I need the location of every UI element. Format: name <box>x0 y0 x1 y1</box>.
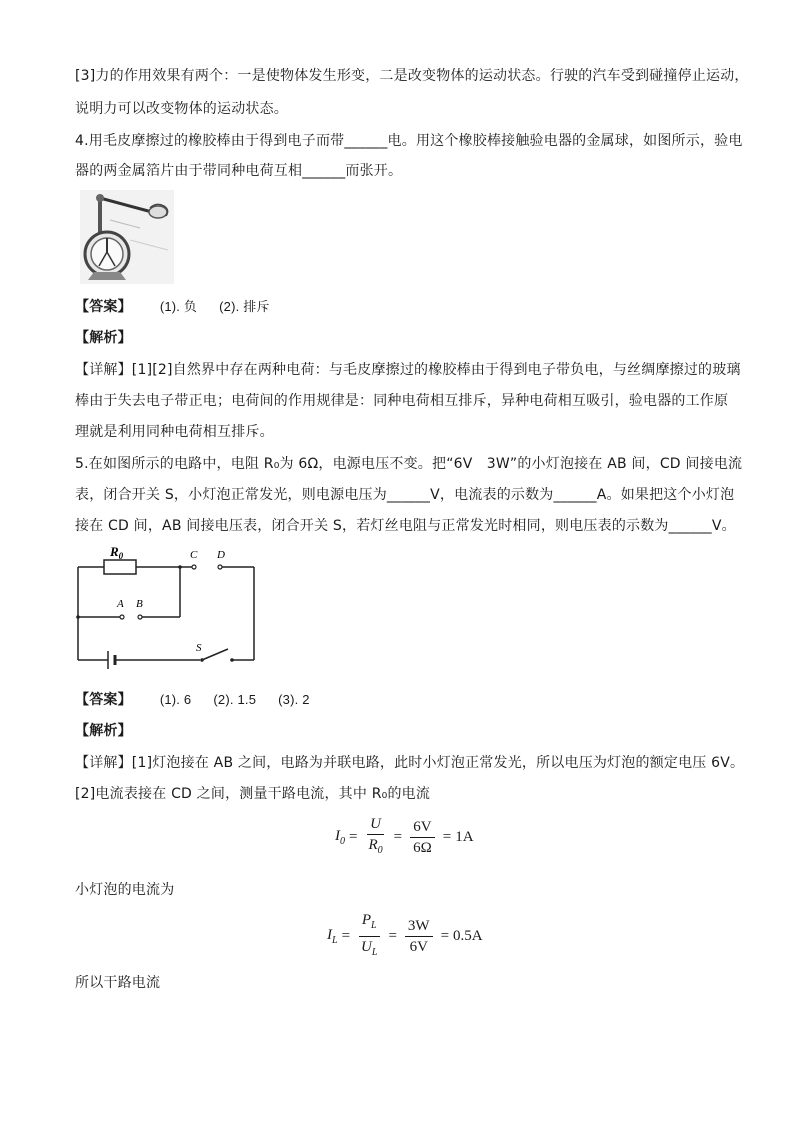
answer-1: (1). 负 <box>159 299 198 314</box>
terminal-d-label: D <box>217 549 225 561</box>
formula-result: 0.5A <box>453 928 483 944</box>
formula-result: 1A <box>455 829 474 845</box>
fraction-numeric: $\frac{6V}{6\Omega}$ <box>410 818 435 857</box>
terminal-c-label: C <box>190 549 198 561</box>
formula-lhs: $I_L$ <box>327 927 338 946</box>
resistor-r0 <box>104 560 136 574</box>
answer-tag: 【答案】 <box>75 692 132 708</box>
answer-row-q4 <box>75 297 725 317</box>
terminal-b-label: B <box>136 598 143 610</box>
analysis-tag: 【解析】 <box>75 723 132 739</box>
answer-1: (1). 6 <box>159 692 192 707</box>
formula-il: $I_L$ = $\frac{P_L}{U_L}$ = $\frac{3W}{6V}$ = 0.5A <box>327 911 483 962</box>
explanation-line: 小灯泡的电流为 <box>75 882 175 898</box>
question-5-line-2: 表，闭合开关 S，小灯泡正常发光，则电源电压为______V，电流表的示数为______A。如果把这个小灯泡 <box>75 487 735 503</box>
fraction-symbolic: $\frac{U}{R_0}$ <box>368 816 383 856</box>
detail-line: 理就是利用同种电荷相互排斥。 <box>75 424 274 440</box>
text-line: 说明力可以改变物体的运动状态。 <box>75 101 288 117</box>
resistor-label-sub: 0 <box>118 551 124 561</box>
fraction-numeric: $\frac{3W}{6V}$ <box>405 917 433 956</box>
detail-line: 棒由于失去电子带正电；电荷间的作用规律是：同种电荷相互排斥，异种电荷相互吸引，验电器的工作原 <box>75 393 729 409</box>
formula-lhs: $I_0$ <box>335 828 345 847</box>
question-5-line-3: 接在 CD 间，AB 间接电压表，闭合开关 S，若灯丝电阻与正常发光时相同，则电压表的示数为______V。 <box>75 518 736 534</box>
analysis-tag: 【解析】 <box>75 330 132 346</box>
switch-s <box>202 649 228 660</box>
svg-text:R0 <box>109 545 124 561</box>
terminal-a-label: A <box>117 598 124 610</box>
answer-3: (3). 2 <box>278 692 310 707</box>
question-5-line-1: 5.在如图所示的电路中，电阻 R₀为 6Ω，电源电压不变。把“6V 3W”的小灯泡接在 AB 间，CD 间接电流 <box>75 456 743 472</box>
resistor-label: R <box>110 545 119 559</box>
explanation-line: 【详解】[1]灯泡接在 AB 之间，电路为并联电路，此时小灯泡正常发光，所以电压为灯泡的额定电压 6V。 <box>75 755 745 771</box>
question-4-line-1: 4.用毛皮摩擦过的橡胶棒由于得到电子而带______电。用这个橡胶棒接触验电器的金属球，如图所示，验电 <box>75 133 743 149</box>
detail-line: 【详解】[1][2]自然界中存在两种电荷：与毛皮摩擦过的橡胶棒由于得到电子带负电，与丝绸摩擦过的玻璃 <box>75 362 741 378</box>
explanation-line: 所以干路电流 <box>75 975 161 991</box>
answer-tag: 【答案】 <box>75 299 132 315</box>
question-4-line-2: 器的两金属箔片由于带同种电荷互相______而张开。 <box>75 163 403 179</box>
answer-row-q5 <box>75 690 725 710</box>
text-line: [3]力的作用效果有两个：一是使物体发生形变，二是改变物体的运动状态。行驶的汽车受到碰撞停止运动， <box>75 68 749 84</box>
answer-2: (2). 1.5 <box>213 692 257 707</box>
fraction-symbolic: $\frac{P_L}{U_L}$ <box>358 911 380 962</box>
electroscope-figure <box>80 190 174 284</box>
switch-s-label: S <box>196 642 202 654</box>
answer-2: (2). 排斥 <box>219 299 270 314</box>
formula-i0: $I_0$ = $\frac{U}{R_0}$ = $\frac{6V}{6\Omega}$ = 1A <box>335 815 474 860</box>
explanation-line: [2]电流表接在 CD 之间，测量干路电流，其中 R₀的电流 <box>75 786 431 802</box>
circuit-diagram <box>70 545 265 670</box>
